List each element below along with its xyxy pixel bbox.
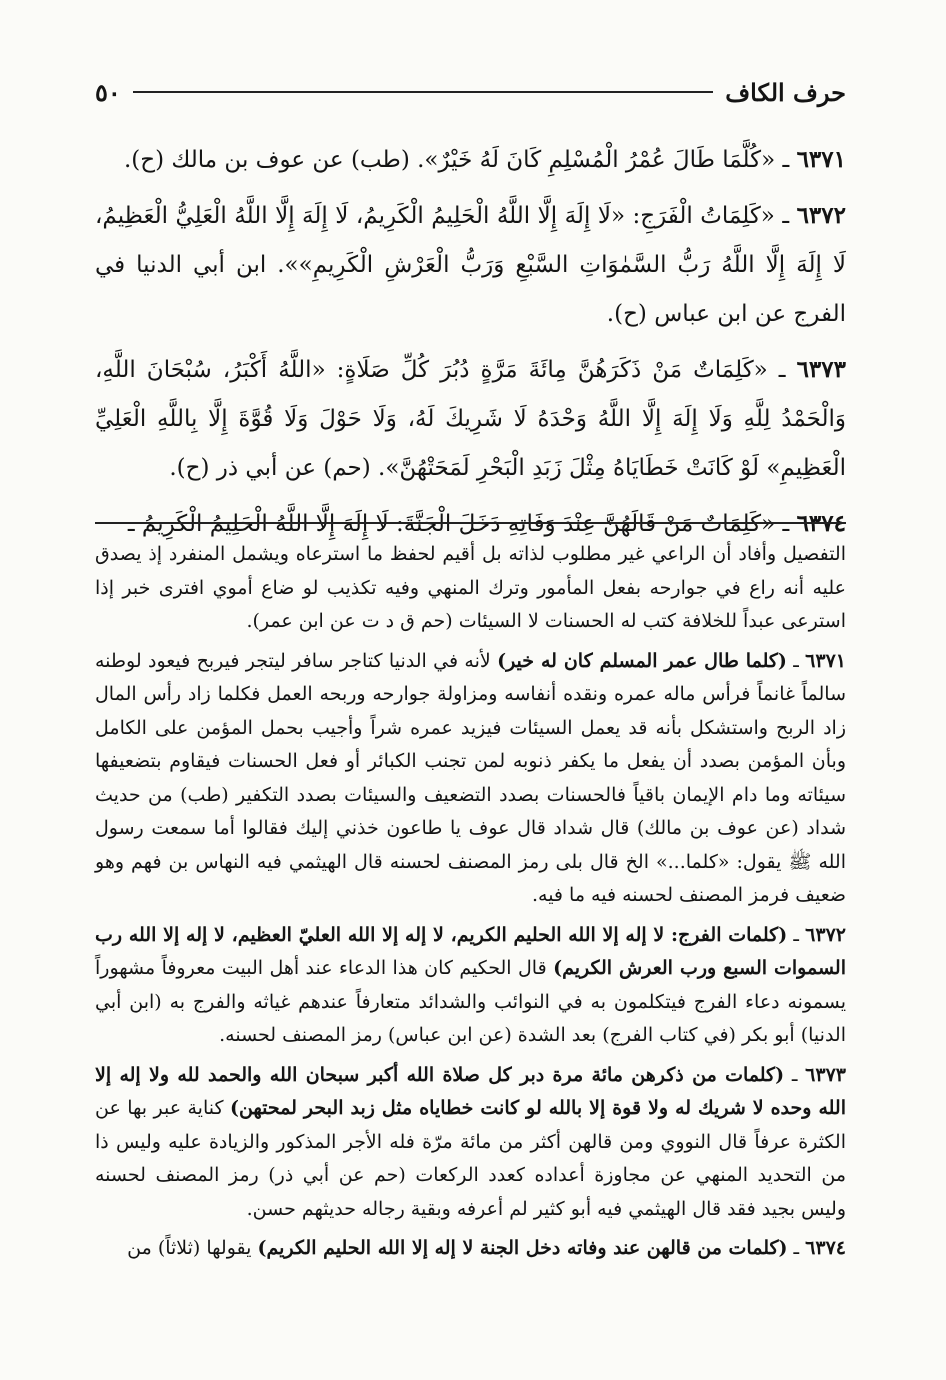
commentary-body: قال الحكيم كان هذا الدعاء عند أهل البيت معروفاً مشهوراً يسمونه دعاء الفرج فيتكلمون به في النوائب والشدائد متعارفاً عندهم غياثه والفرج به (ابن أبي الدنيا) أبو بكر (في كتاب الفرج) بعد الشدة (عن ابن عباس) رمز المصنف لحسنه.: [95, 957, 846, 1046]
hadith-number: ٦٣٧٣: [796, 356, 846, 383]
section-divider: [95, 522, 846, 524]
hadith-number: ٦٣٧٤: [796, 510, 846, 537]
commentary-number: ٦٣٧١: [805, 649, 846, 672]
hadith-number: ٦٣٧١: [796, 146, 846, 173]
commentary-paragraph: ٦٣٧٣ ـ (كلمات من ذكرهن مائة مرة دبر كل صلاة الله أكبر سبحان الله والحمد لله ولا إله إلا الله وحده لا شريك له ولا قوة إلا بالله لو كانت خطاياه مثل زبد البحر لمحتهن) كناية عبر بها عن الكثرة عرفاً قال النووي ومن قالهن أكثر من مائة مرّة فله الأجر المذكور والزيادة عليه وليس ذا من التحديد المنهي عن مجاوزة أعداده كعدد الركعات (حم عن أبي ذر) رمز المصنف لحسنه وليس بجيد فقد قال الهيثمي فيه أبو كثير لم أعرفه وبقية رجاله حديثهم حسن.: [95, 1063, 846, 1220]
hadith-number: ٦٣٧٢: [796, 202, 846, 229]
commentary-paragraph: ٦٣٧١ ـ (كلما طال عمر المسلم كان له خير) لأنه في الدنيا كتاجر سافر ليتجر فيربح فيعود لوطنه سالماً غانماً فرأس ماله عمره ونقده أنفاسه ومزاولة جوارحه وربحه العمل فكلما زاد رأس المال زاد الربح واستشكل بأنه قد يعمل السيئات فيزيد عمره شراً وأجيب بحمل المؤمن على الكامل وبأن المؤمن بصدد أن يفعل ما يكفر ذنوبه لمن تجنب الكبائر أو فعل الحسنات فيقاوم بتضعيفها سيئاته وما دام الإيمان باقياً فالحسنات بصدد التضعيف والسيئات بصدد التكفير (طب) من حديث شداد (عن عوف بن مالك) قال شداد قال عوف يا طاعون خذني إليك فقالوا أما سمعت رسول الله ﷺ يقول: «كلما...» الخ قال بلى رمز المصنف لحسنه قال الهيثمي فيه النهاس بن فهم وهو ضعيف فرمز المصنف لحسنه فيه ما فيه.: [95, 649, 846, 906]
commentary-quote: (كلمات من ذكرهن مائة مرة دبر كل صلاة الله أكبر سبحان الله والحمد لله ولا إله إلا الله وحده لا شريك له ولا قوة إلا بالله لو كانت خطاياه مثل زبد البحر لمحتهن): [95, 1063, 846, 1119]
commentary-body: يقولها (ثلاثاً) من: [127, 1237, 252, 1259]
hadith-body: «كُلَّمَا طَالَ عُمْرُ الْمُسْلِمِ كَانَ لَهُ خَيْرٌ». (طب) عن عوف بن مالك (ح).: [123, 147, 776, 173]
hadith-body: «كَلِمَاتُ الْفَرَجِ: «لَا إِلَهَ إِلَّا اللَّهُ الْحَلِيمُ الْكَرِيمُ، لَا إِلَهَ إِلَّا اللَّهُ الْعَلِيُّ الْعَظِيمُ، لَا إِلَهَ إِلَّا اللَّهُ رَبُّ السَّمٰوَاتِ السَّبْعِ وَرَبُّ الْعَرْشِ الْكَرِيمِ»». ابن أبي الدنيا في الفرج عن ابن عباس (ح).: [95, 203, 846, 327]
commentary-body: لأنه في الدنيا كتاجر سافر ليتجر فيربح فيعود لوطنه سالماً غانماً فرأس ماله عمره ونقده أنفاسه ومزاولة جوارحه وربحه العمل فكلما زاد رأس المال زاد الربح واستشكل بأنه قد يعمل السيئات فيزيد عمره شراً وأجيب بحمل المؤمن على الكامل وبأن المؤمن بصدد أن يفعل ما يكفر ذنوبه لمن تجنب الكبائر أو فعل الحسنات فيقاوم بتضعيفها سيئاته وما دام الإيمان باقياً فالحسنات بصدد التضعيف والسيئات بصدد التكفير (طب) من حديث شداد (عن عوف بن مالك) قال شداد قال عوف يا طاعون خذني إليك فقالوا أما سمعت رسول الله ﷺ يقول: «كلما...» الخ قال بلى رمز المصنف لحسنه قال الهيثمي فيه النهاس بن فهم وهو ضعيف فرمز المصنف لحسنه فيه ما فيه.: [95, 649, 846, 906]
header-rule: [133, 91, 713, 93]
chapter-title: حرف الكاف: [725, 77, 846, 107]
commentary-paragraph: ٦٣٧٢ ـ (كلمات الفرج: لا إله إلا الله الحليم الكريم، لا إله إلا الله العليّ العظيم، لا إله إلا الله رب السموات السبع ورب العرش الكريم) قال الحكيم كان هذا الدعاء عند أهل البيت معروفاً مشهوراً يسمونه دعاء الفرج فيتكلمون به في النوائب والشدائد متعارفاً عندهم غياثه والفرج به (ابن أبي الدنيا) أبو بكر (في كتاب الفرج) بعد الشدة (عن ابن عباس) رمز المصنف لحسنه.: [95, 923, 846, 1046]
commentary-body: التفصيل وأفاد أن الراعي غير مطلوب لذاته بل أقيم لحفظ ما استرعاه ويشمل المنفرد إذ يصدق عليه أنه راع في جوارحه بفعل المأمور وترك المنهي وفيه تكذيب لو ضاع أموي افترى خبر إذا استرعى عبداً للخلافة كتب له الحسنات لا السيئات (حم ق د ت عن ابن عمر).: [95, 543, 846, 632]
commentary: [95, 538, 846, 1272]
commentary-quote: (كلما طال عمر المسلم كان له خير): [497, 649, 787, 672]
commentary-quote: (كلمات من قالهن عند وفاته دخل الجنة لا إله إلا الله الحليم الكريم): [257, 1237, 788, 1259]
commentary-number: ٦٣٧٤: [805, 1237, 846, 1259]
hadith-entry: ٦٣٧٣ ـ «كَلِمَاتٌ مَنْ ذَكَرَهُنَّ مِائَةَ مَرَّةٍ دُبُرَ كُلِّ صَلَاةٍ: «اللَّهُ أَكْبَرُ، سُبْحَانَ اللَّهِ، وَالْحَمْدُ لِلَّهِ وَلَا إِلَهَ إِلَّا اللَّهُ وَحْدَهُ لَا شَرِيكَ لَهُ، وَلَا حَوْلَ وَلَا قُوَّةَ إِلَّا بِاللَّهِ الْعَلِيِّ الْعَظِيمِ» لَوْ كَانَتْ خَطَايَاهُ مِثْلَ زَبَدِ الْبَحْرِ لَمَحَتْهُنَّ». (حم) عن أبي ذر (ح).: [95, 356, 846, 481]
hadith-entry: ٦٣٧٤ ـ «كَلِمَاتٌ مَنْ قَالَهُنَّ عِنْدَ وَفَاتِهِ دَخَلَ الْجَنَّةَ: لَا إِلَهَ إِلَّا اللَّهُ الْحَلِيمُ الْكَرِيمُ ـ: [127, 510, 846, 537]
hadith-body: «كَلِمَاتٌ مَنْ ذَكَرَهُنَّ مِائَةَ مَرَّةٍ دُبُرَ كُلِّ صَلَاةٍ: «اللَّهُ أَكْبَرُ، سُبْحَانَ اللَّهِ، وَالْحَمْدُ لِلَّهِ وَلَا إِلَهَ إِلَّا اللَّهُ وَحْدَهُ لَا شَرِيكَ لَهُ، وَلَا حَوْلَ وَلَا قُوَّةَ إِلَّا بِاللَّهِ الْعَلِيِّ الْعَظِيمِ» لَوْ كَانَتْ خَطَايَاهُ مِثْلَ زَبَدِ الْبَحْرِ لَمَحَتْهُنَّ». (حم) عن أبي ذر (ح).: [95, 357, 846, 481]
hadith-text: [95, 135, 846, 555]
hadith-body: «كَلِمَاتٌ مَنْ قَالَهُنَّ عِنْدَ وَفَاتِهِ دَخَلَ الْجَنَّةَ: لَا إِلَهَ إِلَّا اللَّهُ الْحَلِيمُ الْكَرِيمُ ـ: [127, 511, 776, 537]
commentary-number: ٦٣٧٢: [805, 923, 846, 946]
commentary-number: ٦٣٧٣: [805, 1063, 846, 1086]
hadith-entry: ٦٣٧١ ـ «كُلَّمَا طَالَ عُمْرُ الْمُسْلِمِ كَانَ لَهُ خَيْرٌ». (طب) عن عوف بن مالك (ح).: [123, 146, 846, 173]
page-number: ٥٠: [95, 77, 121, 107]
commentary-body: كناية عبر بها عن الكثرة عرفاً قال النووي ومن قالهن أكثر من مائة مرّة فله الأجر المذكور والزيادة عليه وليس ذا من التحديد المنهي عن مجاوزة أعداده كعدد الركعات (حم عن أبي ذر) رمز المصنف لحسنه وليس بجيد فقد قال الهيثمي فيه أبو كثير لم أعرفه وبقية رجاله حديثهم حسن.: [95, 1097, 846, 1220]
page-header: [95, 72, 846, 112]
hadith-entry: ٦٣٧٢ ـ «كَلِمَاتُ الْفَرَجِ: «لَا إِلَهَ إِلَّا اللَّهُ الْحَلِيمُ الْكَرِيمُ، لَا إِلَهَ إِلَّا اللَّهُ الْعَلِيُّ الْعَظِيمُ، لَا إِلَهَ إِلَّا اللَّهُ رَبُّ السَّمٰوَاتِ السَّبْعِ وَرَبُّ الْعَرْشِ الْكَرِيمِ»». ابن أبي الدنيا في الفرج عن ابن عباس (ح).: [95, 202, 846, 327]
commentary-paragraph: [95, 538, 846, 639]
commentary-paragraph: ٦٣٧٤ ـ (كلمات من قالهن عند وفاته دخل الجنة لا إله إلا الله الحليم الكريم) يقولها (ثلاثاً) من: [127, 1237, 846, 1259]
commentary-quote: (كلمات الفرج: لا إله إلا الله الحليم الكريم، لا إله إلا الله العليّ العظيم، لا إله إلا الله رب السموات السبع ورب العرش الكريم): [95, 923, 846, 979]
